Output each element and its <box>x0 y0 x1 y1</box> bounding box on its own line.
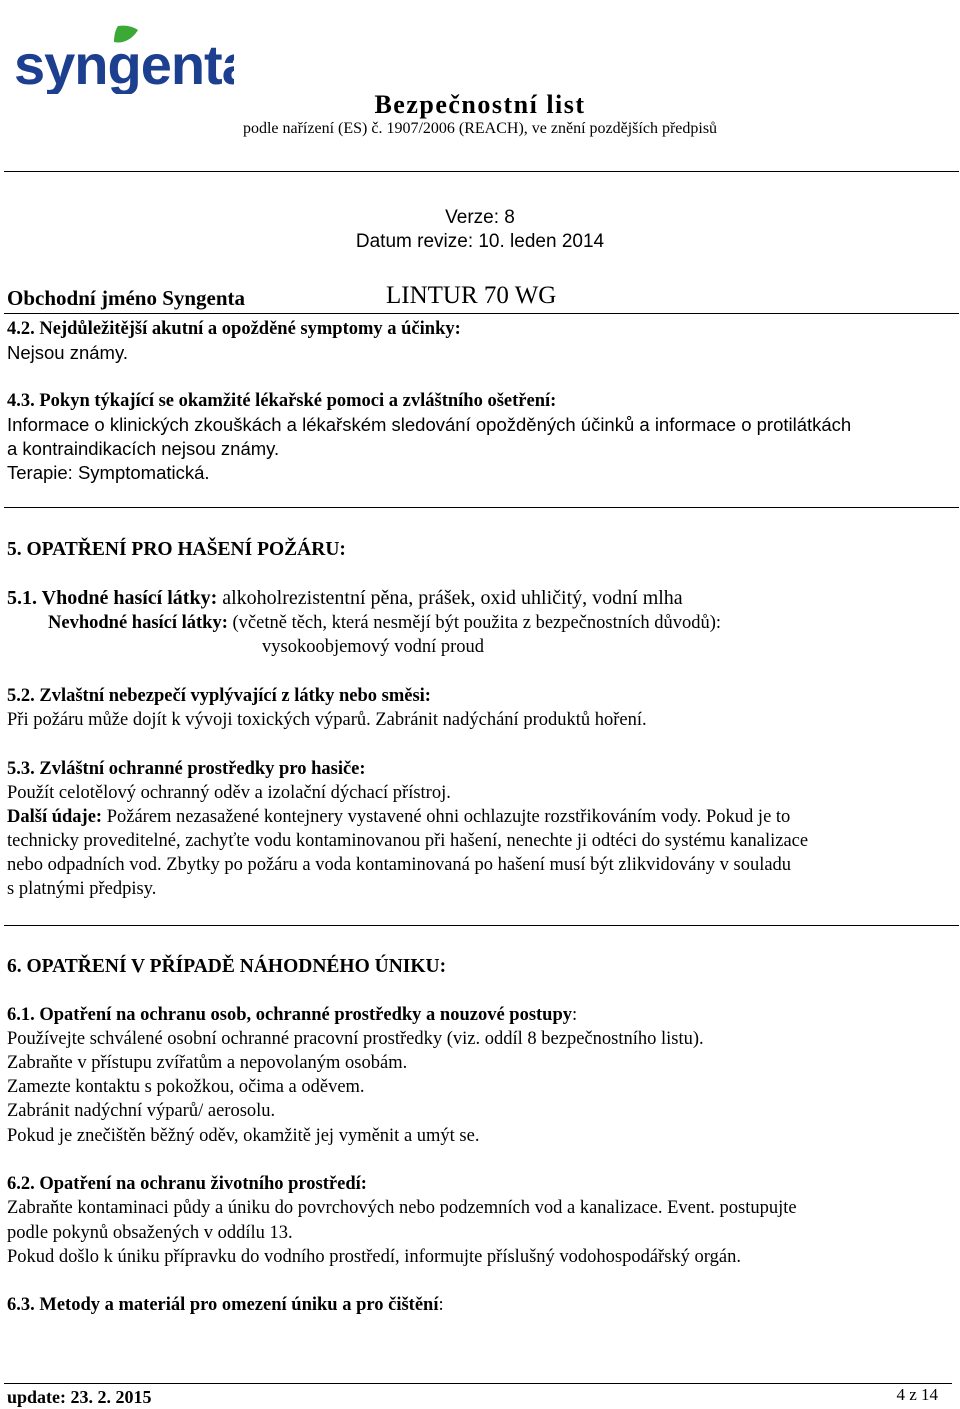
header-divider <box>4 171 959 172</box>
s52-text: Při požáru může dojít k vývoji toxických výparů. Zabránit nadýchání produktů hoření. <box>7 710 647 730</box>
s61-heading-line <box>7 1003 577 1027</box>
footer-update: update: 23. 2. 2015 <box>7 1387 152 1407</box>
trade-divider <box>4 313 959 314</box>
s51-line <box>7 586 683 611</box>
s53-more-1: Požárem nezasažené kontejnery vystavené ohni ochlazujte rozstřikováním vody. Pokud je to <box>102 807 791 827</box>
s61-heading: 6.1. Opatření na ochranu osob, ochranné prostředky a nouzové postupy <box>7 1005 573 1025</box>
s51-unsuitable-line <box>48 611 721 635</box>
footer-divider <box>4 1383 952 1384</box>
s51-label: 5.1. Vhodné hasící látky: <box>7 587 218 609</box>
s62-line: Zabraňte kontaminaci půdy a úniku do povrchových nebo podzemních vod a kanalizace. Event. postupujte <box>7 1198 797 1218</box>
s51-unsuitable-value: (včetně těch, která nesmějí být použita z bezpečnostních důvodů): <box>227 613 722 633</box>
footer-page: 4 z 14 <box>896 1385 938 1404</box>
s51-value: alkoholrezistentní pěna, prášek, oxid uhličitý, vodní mlha <box>217 587 683 609</box>
section-divider-5 <box>4 507 959 508</box>
s53-more-2: technicky proveditelné, zachyťte vodu kontaminovanou při hašení, nenechte ji odtéci do systému kanalizace <box>7 831 809 851</box>
s51-unsuitable-label: Nevhodné hasící látky: <box>48 613 228 633</box>
trade-name: LINTUR 70 WG <box>386 282 557 309</box>
s61-line: Zabránit nadýchní výparů/ aerosolu. <box>7 1101 276 1121</box>
s61-line: Pokud je znečištěn běžný oděv, okamžitě jej vyměnit a umýt se. <box>7 1126 480 1146</box>
syngenta-logo <box>14 22 234 94</box>
s62-line: Pokud došlo k úniku přípravku do vodního prostředí, informujte příslušný vodohospodářský orgán. <box>7 1247 741 1267</box>
s42-heading: 4.2. Nejdůležitější akutní a opožděné symptomy a účinky: <box>7 319 461 339</box>
svg-text:syngenta: syngenta <box>14 33 234 94</box>
document-title: Bezpečnostní list <box>374 90 586 119</box>
s63-colon: : <box>438 1295 444 1315</box>
s43-line3: Terapie: Symptomatická. <box>7 462 210 483</box>
s53-more-3: nebo odpadních vod. Zbytky po požáru a voda kontaminovaná po hašení musí být zlikvidovány v souladu <box>7 855 792 875</box>
revision-date: Datum revize: 10. leden 2014 <box>355 231 605 252</box>
s63-heading-line <box>7 1293 444 1317</box>
document-subtitle: podle nařízení (ES) č. 1907/2006 (REACH), ve znění pozdějších předpisů <box>242 120 718 137</box>
version: Verze: 8 <box>445 207 515 228</box>
s61-line: Používejte schválené osobní ochranné pracovní prostředky (viz. oddíl 8 bezpečnostního listu). <box>7 1029 704 1049</box>
s62-line: podle pokynů obsažených v oddílu 13. <box>7 1223 293 1243</box>
s43-heading: 4.3. Pokyn týkající se okamžité lékařské pomoci a zvláštního ošetření: <box>7 391 557 411</box>
s63-heading: 6.3. Metody a materiál pro omezení úniku a pro čištění <box>7 1295 439 1315</box>
s53-more-4: s platnými předpisy. <box>7 879 157 899</box>
trade-name-label: Obchodní jméno Syngenta <box>7 286 246 310</box>
s61-colon: : <box>572 1005 578 1025</box>
section-divider-6 <box>4 925 959 926</box>
s6-heading: 6. OPATŘENÍ V PŘÍPADĚ NÁHODNÉHO ÚNIKU: <box>7 956 447 977</box>
s53-more-line1 <box>7 805 790 829</box>
s5-heading: 5. OPATŘENÍ PRO HAŠENÍ POŽÁRU: <box>7 539 346 560</box>
s61-line: Zamezte kontaktu s pokožkou, očima a oděvem. <box>7 1077 365 1097</box>
s61-line: Zabraňte v přístupu zvířatům a nepovolaným osobám. <box>7 1053 408 1073</box>
s51-unsuitable-value2: vysokoobjemový vodní proud <box>262 637 484 657</box>
s53-heading: 5.3. Zvláštní ochranné prostředky pro hasiče: <box>7 759 366 779</box>
s53-text: Použít celotělový ochranný oděv a izolační dýchací přístroj. <box>7 783 451 803</box>
s42-text: Nejsou známy. <box>7 342 128 363</box>
s52-heading: 5.2. Zvlaštní nebezpečí vyplývající z látky nebo směsi: <box>7 686 431 706</box>
s62-heading: 6.2. Opatření na ochranu životního prostředí: <box>7 1174 367 1194</box>
s43-line2: a kontraindikacích nejsou známy. <box>7 438 280 459</box>
s53-more-label: Další údaje: <box>7 807 103 827</box>
s43-line1: Informace o klinických zkouškách a lékařském sledování opožděných účinků a informace o protilátkách <box>7 414 852 435</box>
syngenta-leaf-icon <box>14 22 234 94</box>
